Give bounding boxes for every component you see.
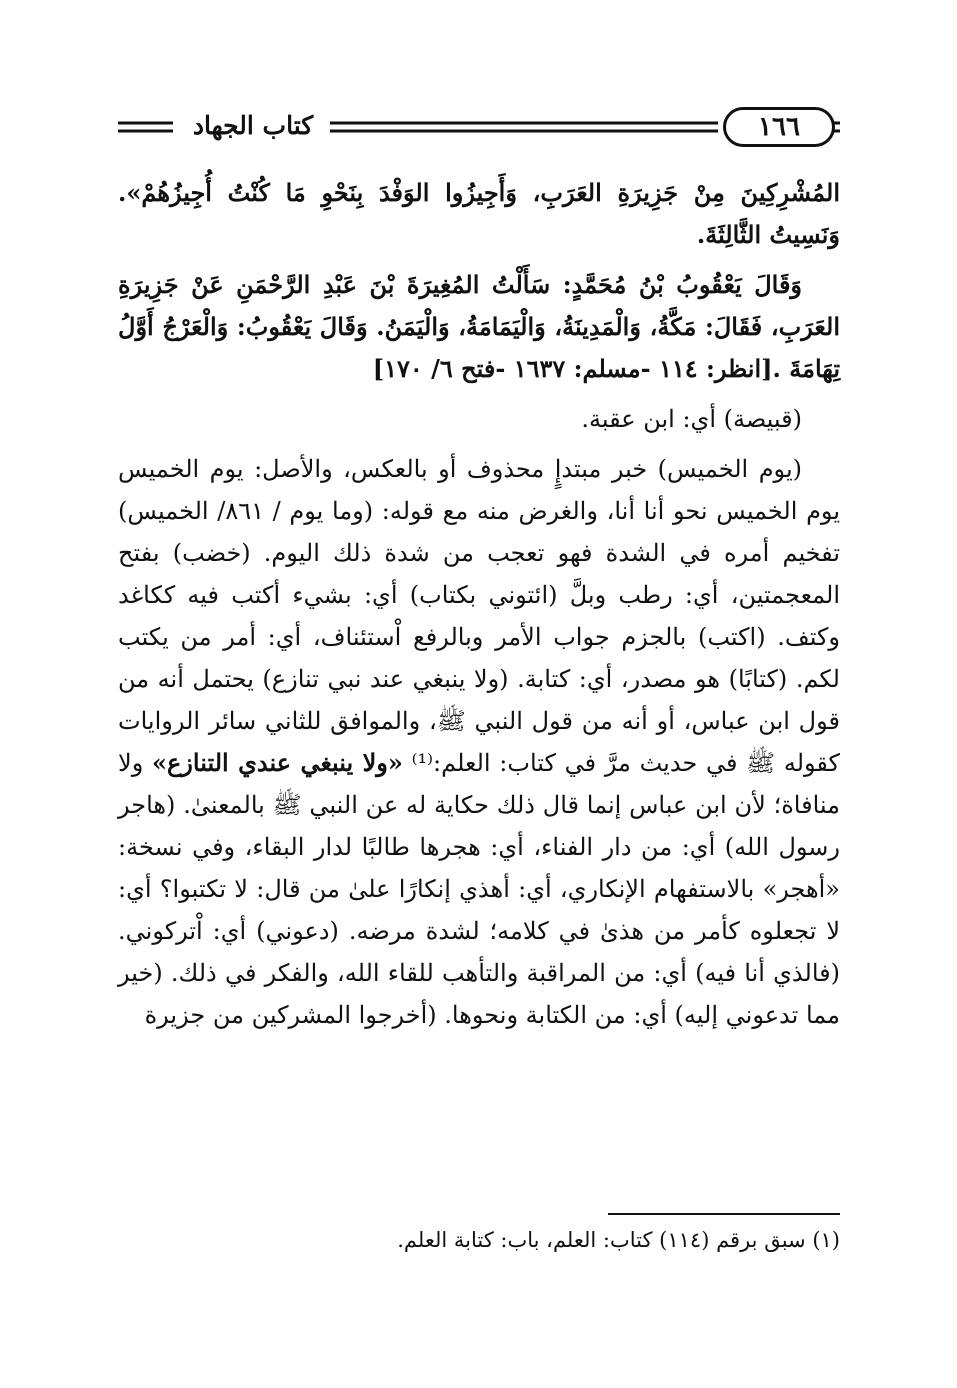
hadith-text-yaqub: وَقَالَ يَعْقُوبُ بْنُ مُحَمَّدٍ: سَأَلْتُ المُغِيرَةَ بْنَ عَبْدِ الرَّحْمَنِ عَنْ جَزِيرَةِ العَرَبِ، فَقَالَ: مَكَّةُ، وَالْمَدِينَةُ، وَالْيَمَامَةُ، وَالْيَمَنُ. وَقَالَ يَعْقُوبُ: وَالْعَرْجُ أَوَّلُ تِهَامَةَ .[انظر: ١١٤ -مسلم: ١٦٣٧ -فتح ٦/ ١٧٠] bbox=[118, 270, 840, 383]
page-number-badge bbox=[723, 107, 835, 147]
commentary-qabisa: (قبيصة) أي: ابن عقبة. bbox=[581, 405, 802, 433]
commentary-main-text: (يوم الخميس) خبر مبتدإٍ محذوف أو بالعكس، والأصل: يوم الخميس يوم الخميس نحو أنا أنا، والغرض منه مع قوله: (وما يوم / ٨٦١/ الخميس) تفخيم أمره في الشدة فهو تعجب من شدة ذلك اليوم. (خضب) بفتح المعجمتين، أي: رطب وبلَّ (ائتوني بكتاب) أي: بشيء أكتب فيه ككاغد وكتف. (اكتب) بالجزم جواب الأمر وبالرفع اْستئناف، أي: أمر من يكتب لكم. (كتابًا) هو مصدر، أي: كتابة. (ولا ينبغي عند نبي تنازع) يحتمل أنه من قول ابن عباس، أو أنه من قول النبي ﷺ، والموافق للثاني سائر الروايات كقوله ﷺ في حديث مرَّ في كتاب: العلم:⁽¹⁾ bbox=[118, 455, 841, 777]
hadith-text-continuation: المُشْرِكِينَ مِنْ جَزِيرَةِ العَرَبِ، وَأَجِيزُوا الوَفْدَ بِنَحْوِ مَا كُنْتُ أُجِيزُهُمْ». وَنَسِيتُ الثَّالِثَةَ. bbox=[118, 178, 840, 249]
page-header bbox=[118, 100, 840, 154]
quoted-hadith: «ولا ينبغي عندي التنازع» bbox=[151, 748, 403, 777]
page-number: ١٦٦ bbox=[758, 112, 800, 142]
commentary-main-rest: ولا منافاة؛ لأن ابن عباس إنما قال ذلك حكاية له عن النبي ﷺ بالمعنىٰ. (هاجر رسول الله) أي: من دار الفناء، أي: هجرها طالبًا لدار البقاء، وفي نسخة: «أهجر» بالاستفهام الإنكاري، أي: أهذي إنكارًا علىٰ من قال: لا تكتبوا؟ أي: لا تجعلوه كأمر من هذىٰ في كلامه؛ لشدة مرضه. (دعوني) أي: اْتركوني. (فالذي أنا فيه) أي: من المراقبة والتأهب للقاء الله، والفكر في ذلك. (خير مما تدعوني إليه) أي: من الكتابة ونحوها. (أخرجوا المشركين من جزيرة bbox=[118, 749, 841, 1029]
footnote: (١) سبق برقم (١١٤) كتاب: العلم، باب: كتابة العلم. bbox=[397, 1228, 840, 1252]
main-text bbox=[118, 172, 840, 1044]
book-title: كتاب الجهاد bbox=[178, 111, 328, 141]
commentary-main bbox=[118, 448, 840, 1036]
footnote-separator bbox=[608, 1213, 840, 1215]
